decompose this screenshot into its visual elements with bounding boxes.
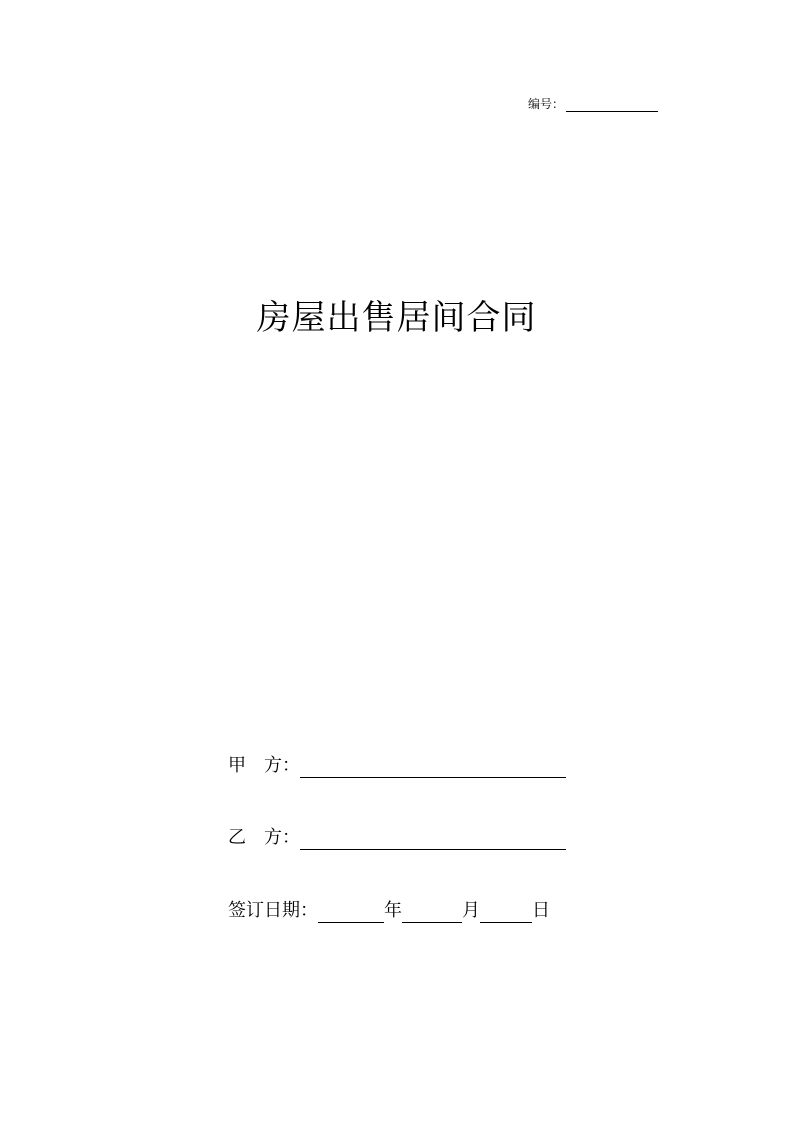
document-number xyxy=(528,96,658,112)
party-b-label-suffix: 方： xyxy=(264,827,300,848)
day-label: 日 xyxy=(532,900,550,921)
party-a-label-char: 甲 xyxy=(228,755,246,776)
day-blank xyxy=(480,902,532,923)
party-b-field xyxy=(228,826,566,850)
party-b-blank xyxy=(300,829,566,850)
party-a-blank xyxy=(300,757,566,778)
party-a-label-suffix: 方： xyxy=(264,755,300,776)
document-number-label: 编号： xyxy=(528,97,565,111)
signing-date-label: 签订日期： xyxy=(228,900,318,921)
document-number-blank xyxy=(566,98,658,112)
party-a-field xyxy=(228,754,566,778)
year-label: 年 xyxy=(384,900,402,921)
month-blank xyxy=(402,902,462,923)
document-title: 房屋出售居间合同 xyxy=(256,298,537,338)
year-blank xyxy=(318,902,384,923)
party-b-label-char: 乙 xyxy=(228,827,246,848)
signing-date-field xyxy=(228,899,550,923)
month-label: 月 xyxy=(462,900,480,921)
